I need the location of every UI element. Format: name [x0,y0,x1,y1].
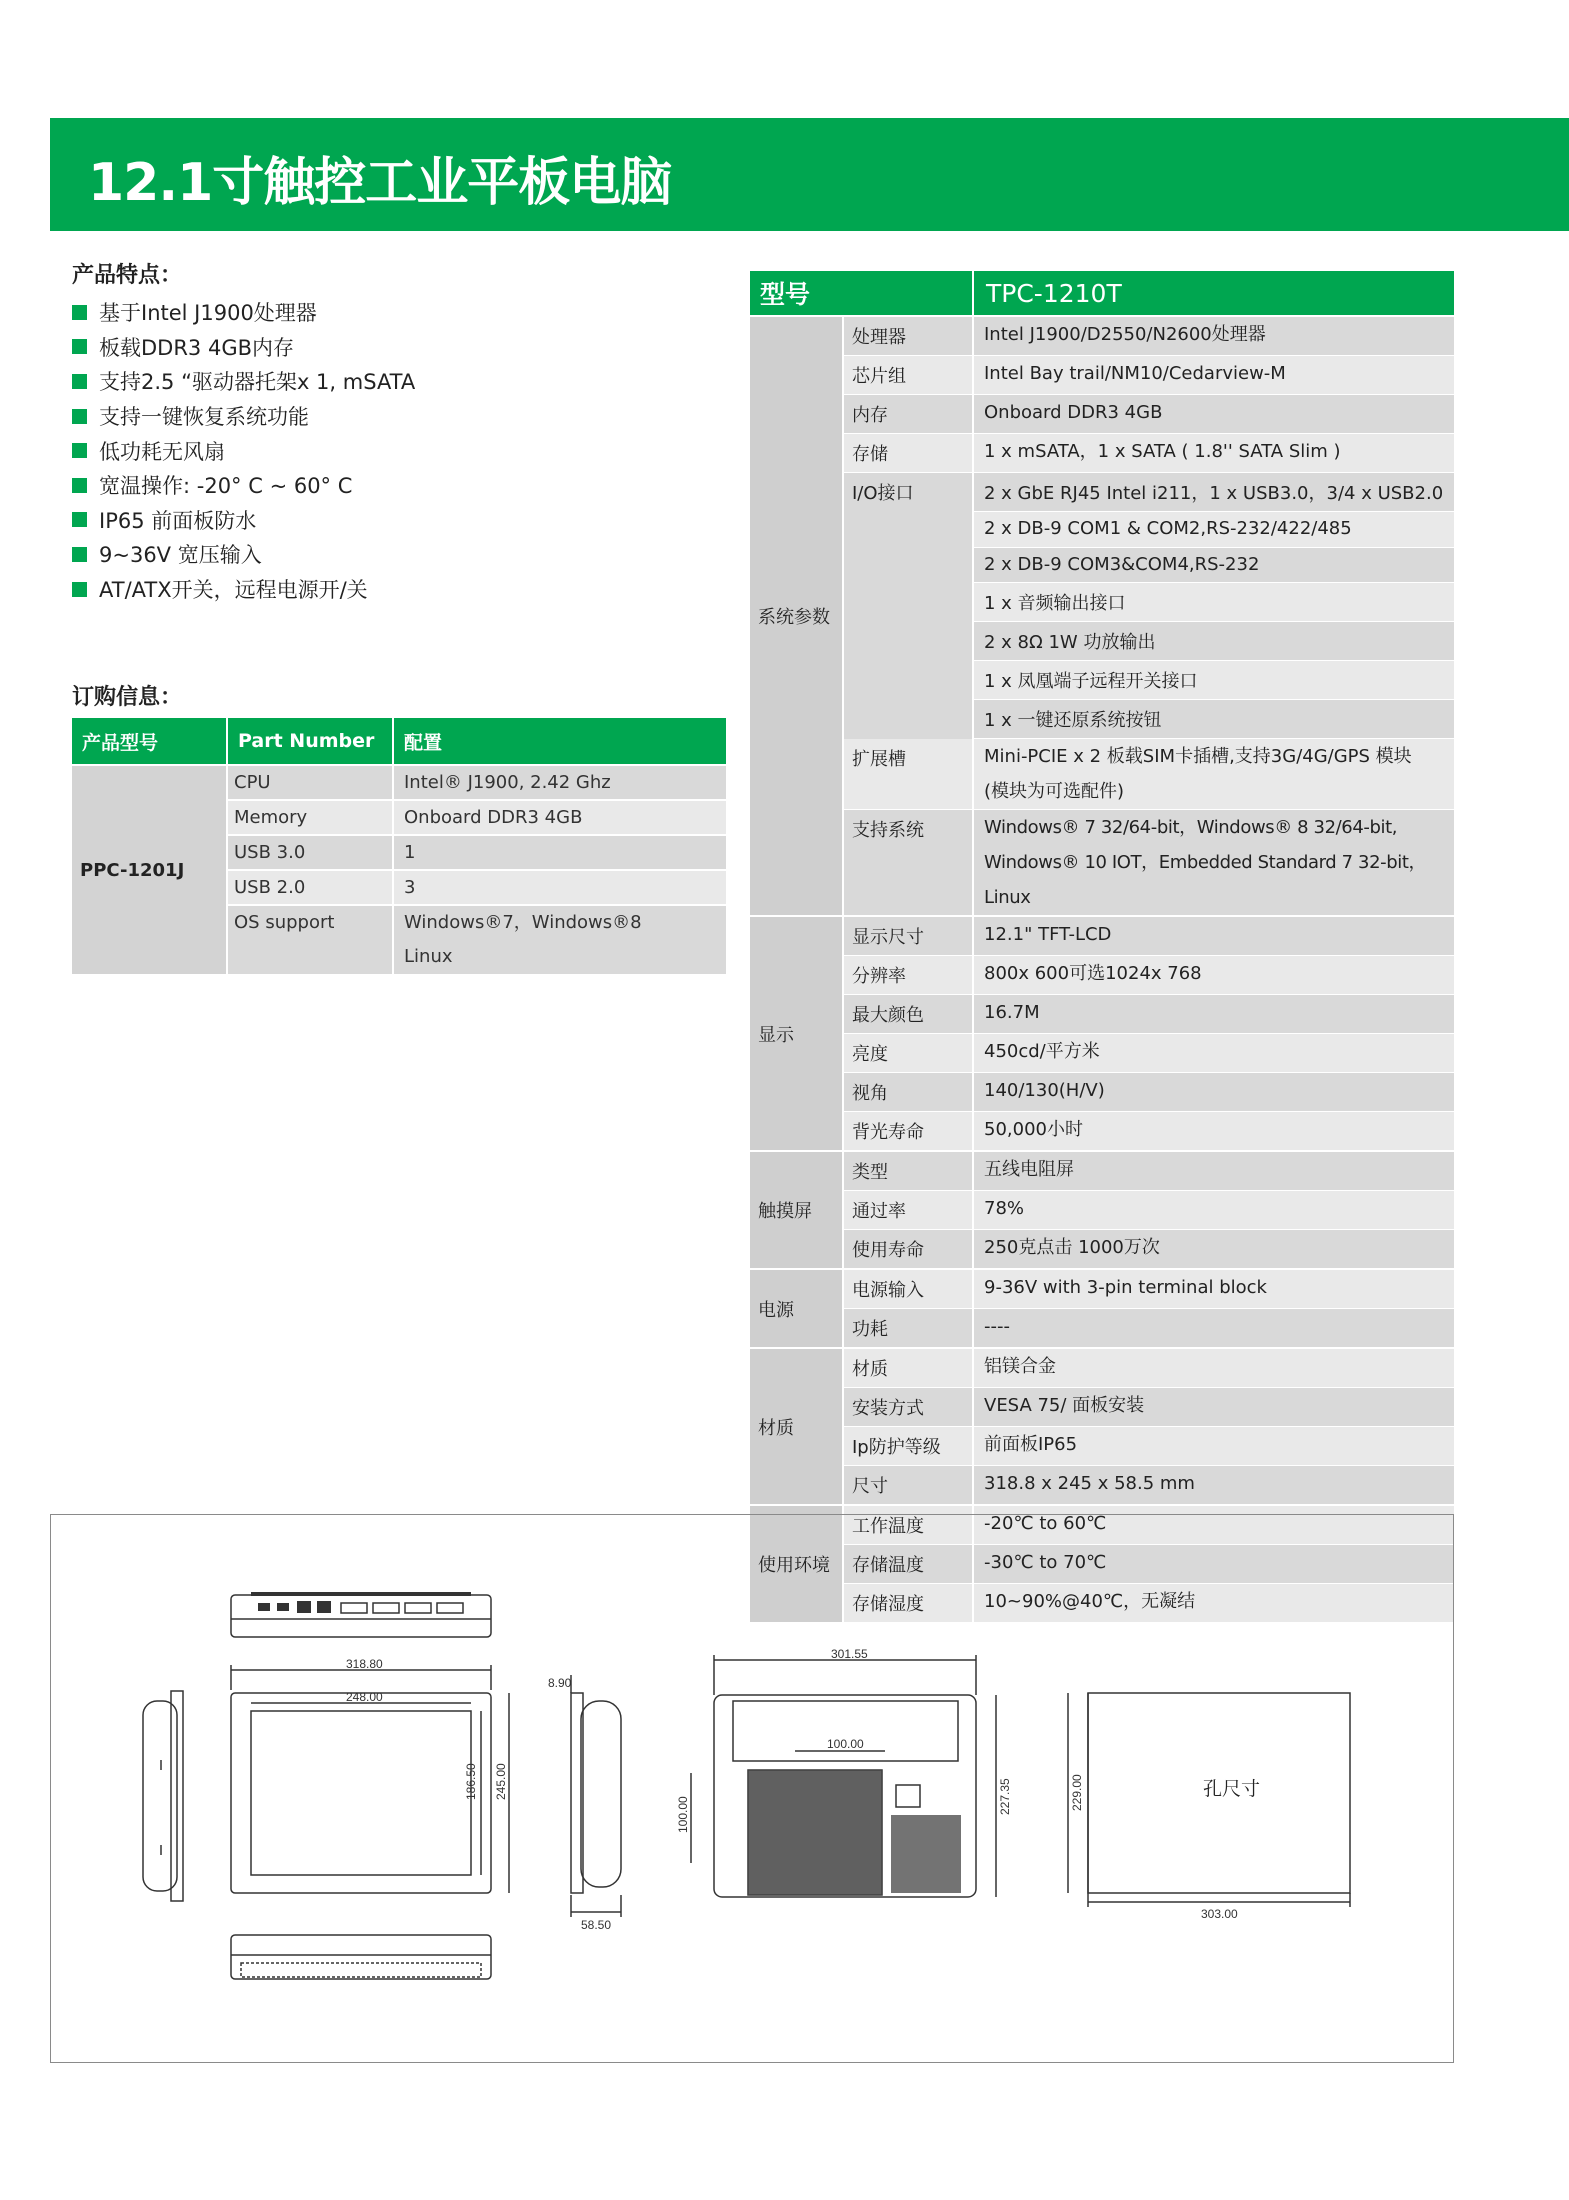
spec-header [750,271,1454,315]
bottom-view [231,1935,491,1979]
table-row: Ip防护等级 前面板IP65 [844,1427,1454,1466]
spec-group-power [750,1268,1454,1347]
group-name: 材质 [750,1349,844,1504]
table-row: USB 2.0 3 [228,871,726,906]
feature-item: 支持一键恢复系统功能 [72,399,415,434]
bullet-icon [72,512,87,527]
table-row: 分辨率 800x 600可选1024x 768 [844,956,1454,995]
table-row: 处理器 Intel J1900/D2550/N2600处理器 [844,317,1454,356]
spec-group-system [750,315,1454,915]
group-name: 系统参数 [750,317,844,915]
left-side-view [143,1691,183,1901]
table-row: 通过率 78% [844,1191,1454,1230]
io-value: 1 x 一键还原系统按钮 [974,700,1454,739]
table-row: 亮度 450cd/平方米 [844,1034,1454,1073]
table-row: 背光寿命 50,000小时 [844,1112,1454,1150]
table-row: CPU Intel® J1900, 2.42 Ghz [228,766,726,801]
spec-group-display [750,915,1454,1150]
table-row: 支持系统 Windows® 7 32/64-bit，Windows® 8 32/64-bit, Windows® 10 IOT，Embedded Standard 7 32-bit，Linux [844,810,1454,915]
order-title: 订购信息： [72,685,183,710]
dim-back-width: 301.55 [831,1647,868,1661]
io-label: I/O接口 [844,473,974,739]
io-subgroup [844,473,1454,739]
spec-group-material [750,1347,1454,1504]
table-row: OS support Windows®7，Windows®8 Linux [228,906,726,974]
table-row: 存储湿度 10~90%@40℃，无凝结 [844,1584,1454,1622]
dim-width: 318.80 [346,1657,383,1671]
bullet-icon [72,305,87,320]
table-row: 最大颜色 16.7M [844,995,1454,1034]
spec-table [750,271,1454,1622]
table-row: 电源输入 9-36V with 3-pin terminal block [844,1270,1454,1309]
io-value: 2 x GbE RJ45 Intel i211，1 x USB3.0，3/4 x USB2.0 [974,473,1454,512]
io-value: 2 x DB-9 COM1 & COM2,RS-232/422/485 [974,512,1454,548]
order-model-cell: PPC-1201J [72,766,228,974]
table-row: 视角 140/130(H/V) [844,1073,1454,1112]
table-row: 工作温度 -20℃ to 60℃ [844,1506,1454,1545]
features-list [72,295,415,606]
table-row: 使用寿命 250克点击 1000万次 [844,1230,1454,1268]
dimension-drawing-frame [50,1514,1454,2063]
table-row: 安装方式 VESA 75/ 面板安装 [844,1388,1454,1427]
features-title: 产品特点： [72,263,183,288]
order-table [72,718,726,974]
dim-vesa-height: 100.00 [676,1796,690,1833]
title-banner [50,118,1569,231]
spec-group-touch [750,1150,1454,1268]
order-header-model: 产品型号 [72,718,228,764]
feature-item: 低功耗无风扇 [72,433,415,468]
spec-header-label: 型号 [750,271,974,315]
os-config-line1: Windows®7，Windows®8 [404,912,642,933]
order-table-header [72,718,726,764]
dimension-drawing [51,1515,1455,2064]
feature-item: 支持2.5 “驱动器托架x 1, mSATA [72,364,415,399]
io-value: 1 x 凤凰端子远程开关接口 [974,661,1454,700]
order-header-part: Part Number [228,718,394,764]
group-name: 电源 [750,1270,844,1347]
table-row: 类型 五线电阻屏 [844,1152,1454,1191]
dim-vesa-width: 100.00 [827,1737,864,1751]
feature-item: AT/ATX开关，远程电源开/关 [72,572,415,607]
group-name: 触摸屏 [750,1152,844,1268]
group-name: 使用环境 [750,1506,844,1622]
table-row: 芯片组 Intel Bay trail/NM10/Cedarview-M [844,356,1454,395]
table-row: 尺寸 318.8 x 245 x 58.5 mm [844,1466,1454,1504]
feature-item: IP65 前面板防水 [72,503,415,538]
feature-item: 板载DDR3 4GB内存 [72,330,415,365]
bullet-icon [72,443,87,458]
table-row: USB 3.0 1 [228,836,726,871]
cutout-label: 孔尺寸 [1203,1779,1261,1800]
table-row: 内存 Onboard DDR3 4GB [844,395,1454,434]
table-row: 扩展槽 Mini-PCIE x 2 板载SIM卡插槽,支持3G/4G/GPS 模块 (模块为可选配件) [844,739,1454,810]
bullet-icon [72,582,87,597]
bullet-icon [72,478,87,493]
bullet-icon [72,409,87,424]
os-config-line2: Linux [404,946,453,967]
top-view [231,1592,491,1637]
right-side-view [571,1675,621,1917]
bullet-icon [72,339,87,354]
group-name: 显示 [750,917,844,1150]
table-row: Memory Onboard DDR3 4GB [228,801,726,836]
table-row: 存储 1 x mSATA，1 x SATA ( 1.8'' SATA Slim ) [844,434,1454,473]
panel-cutout [1068,1693,1350,1907]
page-title: 12.1寸触控工业平板电脑 [88,153,672,213]
bullet-icon [72,547,87,562]
bullet-icon [72,374,87,389]
table-row: 显示尺寸 12.1" TFT-LCD [844,917,1454,956]
table-row: 功耗 ---- [844,1309,1454,1347]
io-value: 1 x 音频输出接口 [974,583,1454,622]
dim-screen-height: 186.50 [464,1763,478,1800]
table-row: 材质 铝镁合金 [844,1349,1454,1388]
dim-hole-width: 303.00 [1201,1907,1238,1921]
feature-item: 宽温操作: -20° C ~ 60° C [72,468,415,503]
order-table-body [72,764,726,974]
dim-back-height: 227.35 [998,1778,1012,1815]
dim-bezel: 8.90 [548,1676,572,1690]
dim-hole-height: 229.00 [1070,1774,1084,1811]
spec-header-model: TPC-1210T [986,278,1122,308]
feature-item: 基于Intel J1900处理器 [72,295,415,330]
order-header-config: 配置 [404,731,443,754]
io-value: 2 x 8Ω 1W 功放输出 [974,622,1454,661]
feature-item: 9~36V 宽压输入 [72,537,415,572]
dim-screen-width: 248.00 [346,1690,383,1704]
back-view-heatsink [748,1770,961,1895]
io-value: 2 x DB-9 COM3&COM4,RS-232 [974,548,1454,584]
dim-height: 245.00 [494,1763,508,1800]
table-row: 存储温度 -30℃ to 70℃ [844,1545,1454,1584]
dim-depth: 58.50 [581,1918,612,1932]
